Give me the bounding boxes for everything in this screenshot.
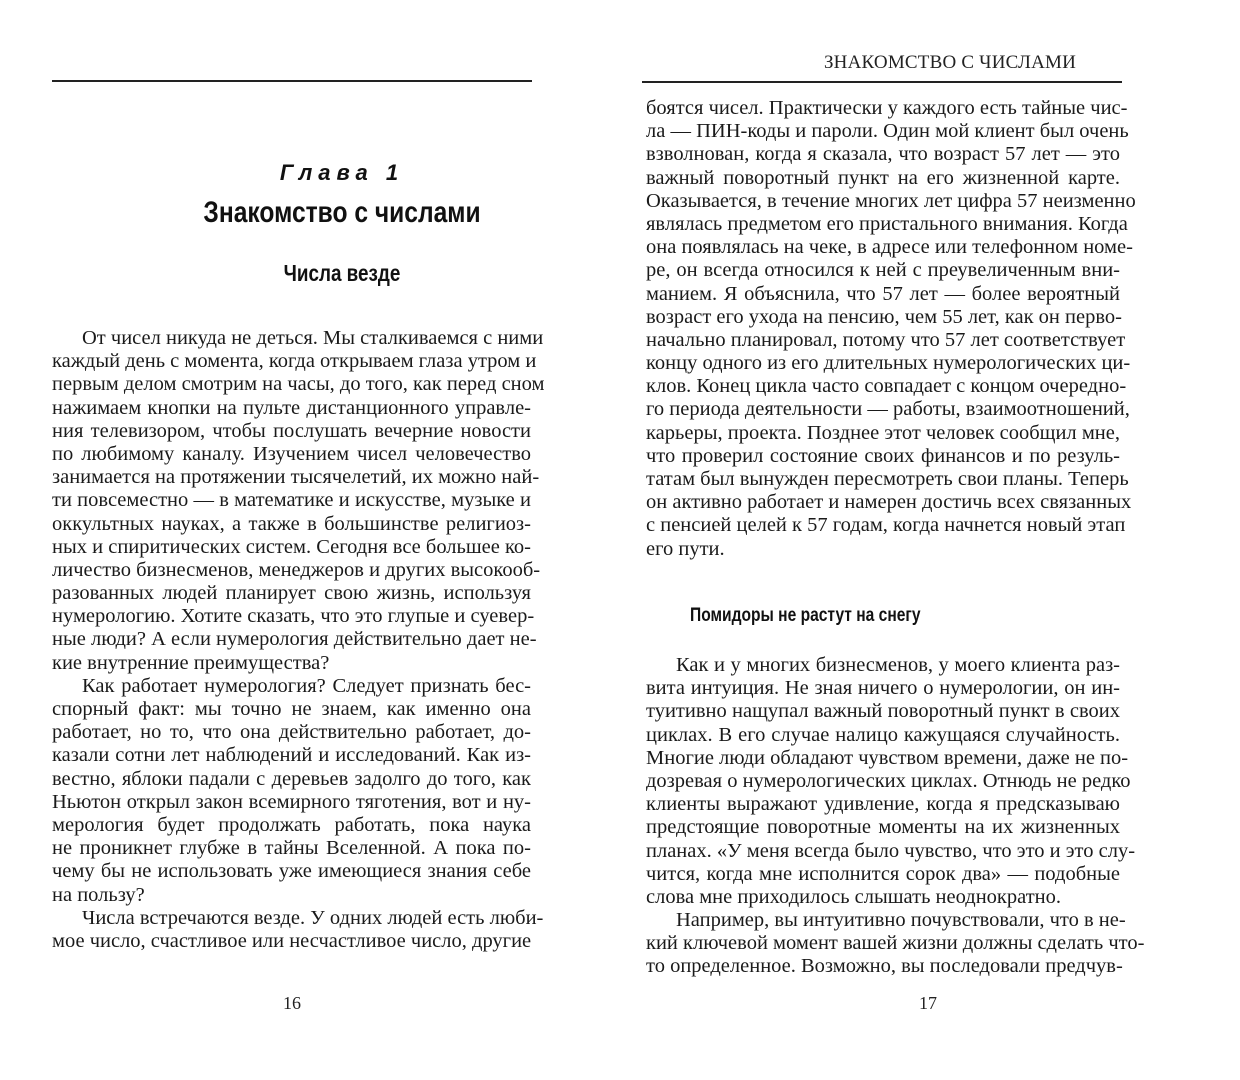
text-line: казали сотни лет наблюдений и исследований. Как из- xyxy=(52,744,531,767)
text-line: ти повсеместно — в математике и искусстве, музыке и xyxy=(52,489,531,512)
text-line: мерология будет продолжать работать, пока наука xyxy=(52,813,531,836)
section-title: Числа везде xyxy=(283,260,401,286)
text-line: первым делом смотрим на часы, до того, как перед сном xyxy=(52,373,545,396)
text-line: нумерологию. Хотите сказать, что это глупые и суевер- xyxy=(52,605,535,628)
subsection-title: Помидоры не растут на снегу xyxy=(690,605,921,626)
text-line: ре, он всегда относился к ней с преувеличенным вни- xyxy=(646,259,1120,282)
text-line: туитивно нащупал важный поворотный пункт в своих xyxy=(646,700,1120,723)
text-line: клов. Конец цикла часто совпадает с концом очередно- xyxy=(646,375,1127,398)
text-line: начально планировал, потому что 57 лет соответствует xyxy=(646,328,1126,351)
text-line: слова мне приходилось слышать неоднократно. xyxy=(646,885,1062,908)
body-text-right-top xyxy=(646,97,1136,561)
chapter-label: Глава 1 xyxy=(279,160,405,185)
text-line: вита интуиция. Не зная ничего о нумерологии, он ин- xyxy=(646,677,1120,700)
text-line: клиенты выражают удивление, когда я предсказываю xyxy=(646,793,1120,816)
page-number: 16 xyxy=(283,993,301,1013)
text-line: Как работает нумерология? Следует признать бес- xyxy=(82,674,531,697)
text-line: нажимаем кнопки на пульте дистанционного управле- xyxy=(52,396,531,419)
text-line: то определенное. Возможно, вы последовали предчув- xyxy=(646,955,1123,978)
text-line: татам был вынужден пересмотреть свои планы. Теперь xyxy=(646,468,1129,490)
page-number: 17 xyxy=(919,993,937,1013)
text-line: Оказывается, в течение многих лет цифра 57 неизменно xyxy=(646,189,1136,212)
text-line: Числа встречаются везде. У одних людей есть люби- xyxy=(82,906,544,929)
text-line: спорный факт: мы точно не знаем, как именно она xyxy=(52,698,531,720)
text-line: ных и спиритических систем. Сегодня все большее ко- xyxy=(52,535,531,558)
text-line: являлась предметом его пристального внимания. Когда xyxy=(646,212,1128,235)
text-line: работает, но то, что она действительно работает, до- xyxy=(52,721,531,744)
right-page xyxy=(620,0,1240,1080)
text-line: кий ключевой момент вашей жизни должны сделать что- xyxy=(646,932,1145,955)
text-line: мое число, счастливое или несчастливое число, другие xyxy=(52,929,532,952)
text-line: концу одного из его длительных нумерологических ци- xyxy=(646,352,1131,375)
text-line: Например, вы интуитивно почувствовали, что в не- xyxy=(676,909,1126,932)
text-line: Как и у многих бизнесменов, у моего клиента раз- xyxy=(676,654,1120,676)
text-line: карьеры, проекта. Позднее этот человек сообщил мне, xyxy=(646,421,1120,444)
text-line: чится, когда мне исполнится сорок два» — подобные xyxy=(646,862,1120,885)
body-text-left xyxy=(52,327,545,953)
text-line: вестно, яблоки падали с деревьев задолго до того, как xyxy=(52,767,531,790)
text-line: го периода деятельности — работы, взаимоотношений, xyxy=(646,398,1130,421)
text-line: она появлялась на чеке, в адресе или телефонном номе- xyxy=(646,236,1133,259)
text-line: оккультных науках, а также в большинстве религиоз- xyxy=(52,512,531,535)
header-rule xyxy=(642,81,1122,83)
text-line: Ньютон открыл закон всемирного тяготения, вот и ну- xyxy=(52,790,531,813)
text-line: важный поворотный пункт на его жизненной карте. xyxy=(646,166,1120,189)
text-line: манием. Я объяснила, что 57 лет — более вероятный xyxy=(646,282,1120,305)
text-line: разованных людей планирует свою жизнь, используя xyxy=(52,582,531,605)
text-line: боятся чисел. Практически у каждого есть тайные чис- xyxy=(646,97,1128,119)
text-line: возраст его ухода на пенсию, чем 55 лет, как он перво- xyxy=(646,305,1122,328)
running-head: ЗНАКОМСТВО С ЧИСЛАМИ xyxy=(823,52,1077,73)
text-line: по любимому каналу. Изучением чисел человечество xyxy=(52,442,531,465)
text-line: дозревая о нумерологических циклах. Отнюдь не редко xyxy=(646,769,1131,792)
text-line: ния телевизором, чтобы послушать вечерние новости xyxy=(52,419,531,442)
text-line: его пути. xyxy=(646,537,725,560)
header-rule xyxy=(52,80,532,82)
text-line: взволнован, когда я сказала, что возраст 57 лет — это xyxy=(646,143,1120,166)
text-line: планах. «У меня всегда было чувство, что это и это слу- xyxy=(646,839,1136,862)
text-line: каждый день с момента, когда открываем глаза утром и xyxy=(52,350,537,373)
text-line: циклах. В его случае налицо кажущаяся случайность. xyxy=(646,723,1120,746)
text-line: предстоящие поворотные моменты на их жизненных xyxy=(646,816,1120,839)
text-line: От чисел никуда не деться. Мы сталкиваемся с ними xyxy=(82,327,544,349)
text-line: кие внутренние преимущества? xyxy=(52,651,330,674)
text-line: на пользу? xyxy=(52,883,145,906)
text-line: что проверил состояние своих финансов и по резуль- xyxy=(646,444,1120,467)
text-line: он активно работает и намерен достичь всех связанных xyxy=(646,491,1132,514)
text-line: не проникнет глубже в тайны Вселенной. А пока по- xyxy=(52,837,531,860)
text-line: Многие люди обладают чувством времени, даже не по- xyxy=(646,746,1129,769)
body-text-right-bottom xyxy=(646,654,1145,979)
text-line: ные люди? А если нумерология действительно дает не- xyxy=(52,628,537,651)
text-line: личество бизнесменов, менеджеров и других высокооб- xyxy=(52,558,541,581)
text-line: с пенсией целей к 57 годам, когда начнется новый этап xyxy=(646,514,1126,537)
chapter-title: Знакомство с числами xyxy=(203,196,481,229)
text-line: чему бы не использовать уже имеющиеся знания себе xyxy=(52,860,531,883)
text-line: ла — ПИН-коды и пароли. Один мой клиент был очень xyxy=(646,120,1129,143)
text-line: занимается на протяжении тысячелетий, их можно най- xyxy=(52,466,540,489)
